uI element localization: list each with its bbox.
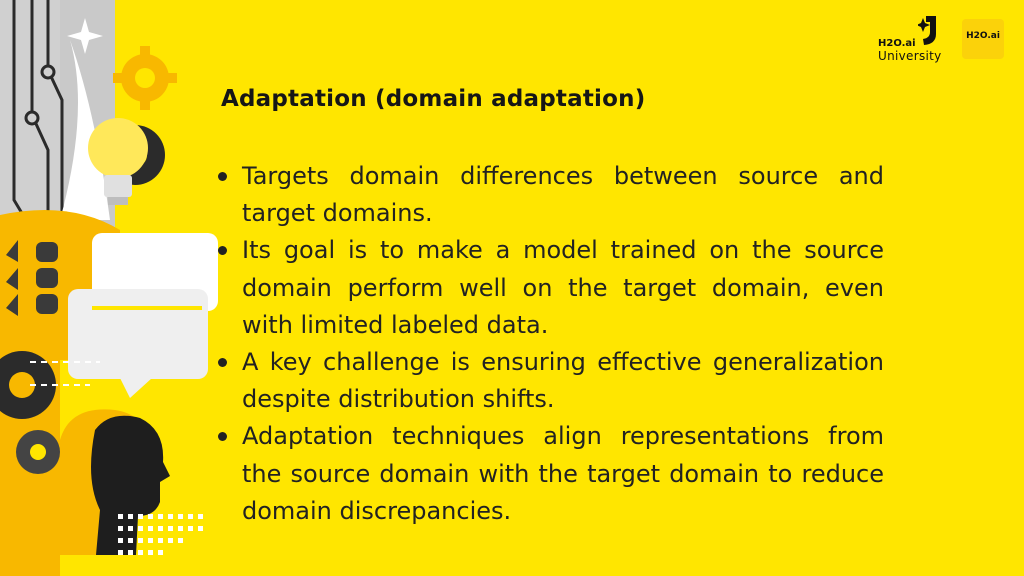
logo-text-university: University bbox=[878, 49, 942, 63]
person-head-icon bbox=[60, 409, 170, 555]
h2o-logo-icon bbox=[918, 14, 942, 48]
h2o-badge-logo bbox=[962, 19, 1004, 59]
bullet-list bbox=[216, 158, 884, 530]
bullet-item: Adaptation techniques align representations from the source domain with the target domain to reduce domain discrepancies. bbox=[216, 418, 884, 530]
logo-text-h2o: H2O.ai bbox=[878, 38, 916, 49]
gear-icon bbox=[16, 430, 60, 474]
slide-title: Adaptation (domain adaptation) bbox=[221, 86, 646, 112]
gear-icon bbox=[113, 46, 177, 110]
decorative-illustration bbox=[0, 0, 230, 576]
bullet-item: A key challenge is ensuring effective generalization despite distribution shifts. bbox=[216, 344, 884, 418]
h2o-university-logo bbox=[876, 14, 948, 64]
bullet-item: Its goal is to make a model trained on the source domain perform well on the target domain, even with limited labeled data. bbox=[216, 232, 884, 344]
bullet-item: Targets domain differences between source and target domains. bbox=[216, 158, 884, 232]
badge-text: H2O.ai bbox=[966, 31, 1000, 41]
